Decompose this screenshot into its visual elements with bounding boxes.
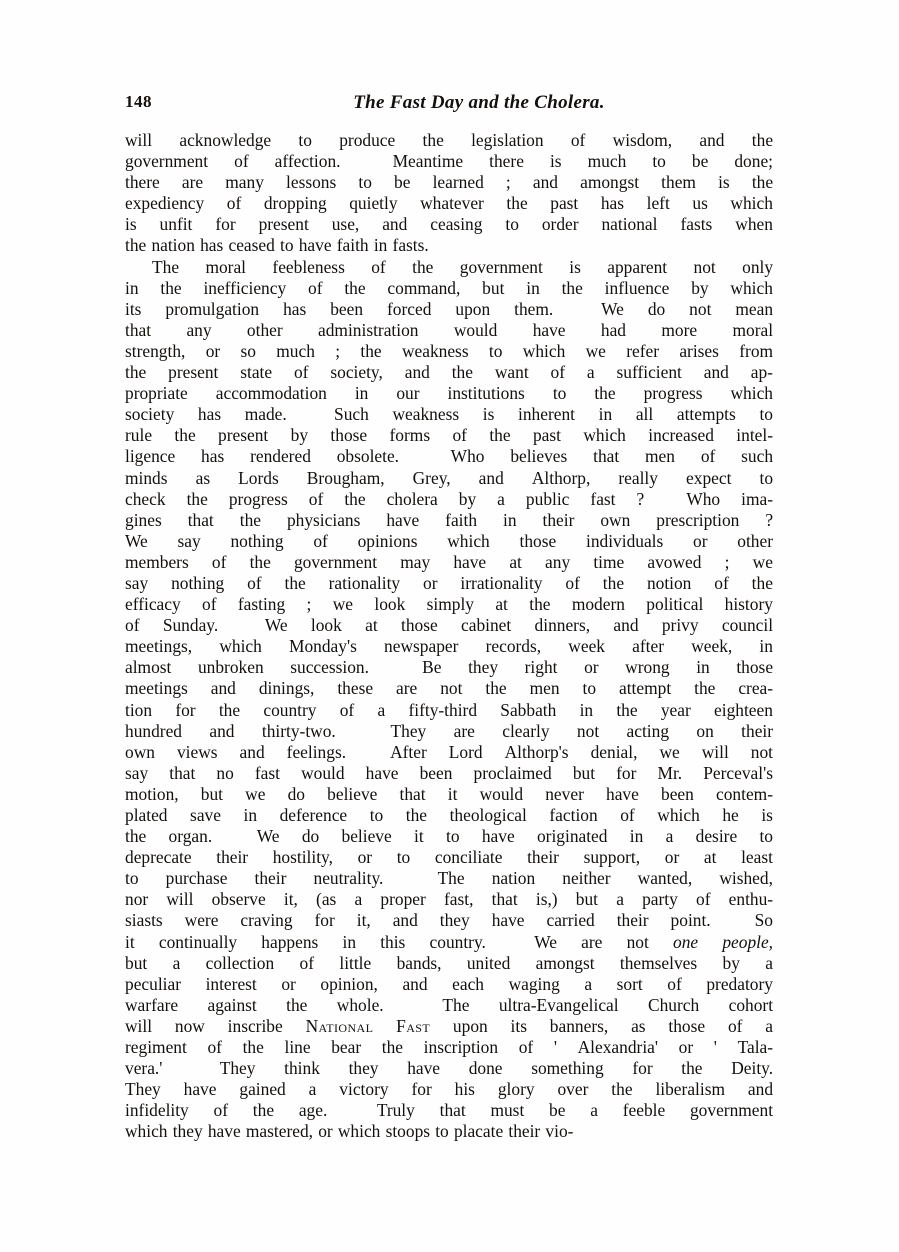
text-line: say that no fast would have been proclaimed but for Mr. Perceval's <box>125 762 773 783</box>
paragraph <box>125 130 773 257</box>
text-line: regiment of the line bear the inscription of ' Alexandria' or ' Tala- <box>125 1037 774 1058</box>
text-line: infidelity of the age. Truly that must be a feeble government <box>125 1100 774 1121</box>
text-line: warfare against the whole. The ultra-Evangelical Church cohort <box>125 994 774 1015</box>
text-line: will acknowledge to produce the legislation of wisdom, and the <box>125 130 774 150</box>
text-line: siasts were craving for it, and they have carried their point. So <box>125 910 773 931</box>
running-title: The Fast Day and the Cholera. <box>353 92 605 113</box>
text-line: but a collection of little bands, united amongst themselves by a <box>125 952 773 973</box>
text-line: almost unbroken succession. Be they right or wrong in those <box>125 657 774 678</box>
text-line: strength, or so much ; the weakness to which we refer arises from <box>125 340 774 361</box>
running-head <box>125 92 773 118</box>
text-line: own views and feelings. After Lord Althorp's denial, we will not <box>125 741 774 762</box>
text-line: members of the government may have at any time avowed ; we <box>125 551 773 572</box>
text-line: expediency of dropping quietly whatever the past has left us which <box>125 193 773 214</box>
text-line: peculiar interest or opinion, and each waging a sort of predatory <box>125 973 773 994</box>
text-line: hundred and thirty-two. They are clearly not acting on their <box>125 720 774 741</box>
text-line: check the progress of the cholera by a public fast ? Who ima- <box>125 488 774 509</box>
text-line: it continually happens in this country. We are not one people, <box>125 931 774 952</box>
paragraph <box>125 257 773 1143</box>
text-line: of Sunday. We look at those cabinet dinners, and privy council <box>125 615 774 636</box>
text-line: motion, but we do believe that it would never have been contem- <box>125 783 773 804</box>
text-line: rule the present by those forms of the past which increased intel- <box>125 425 773 446</box>
text-line: in the inefficiency of the command, but in the influence by which <box>125 277 773 298</box>
text-line: will now inscribe National Fast upon its banners, as those of a <box>125 1015 773 1036</box>
text-line: ligence has rendered obsolete. Who believes that men of such <box>125 446 774 467</box>
text-line: its promulgation has been forced upon them. We do not mean <box>125 298 774 319</box>
text-line: efficacy of fasting ; we look simply at the modern political history <box>125 594 773 615</box>
text-line: minds as Lords Brougham, Grey, and Althorp, really expect to <box>125 467 774 488</box>
text-line: meetings, which Monday's newspaper records, week after week, in <box>125 636 773 657</box>
text-line: nor will observe it, (as a proper fast, that is,) but a party of enthu- <box>125 889 774 910</box>
text-line: say nothing of the rationality or irrationality of the notion of the <box>125 572 773 593</box>
text-line: to purchase their neutrality. The nation neither wanted, wished, <box>125 868 773 889</box>
body-text <box>125 130 773 1143</box>
text-line: that any other administration would have had more moral <box>125 319 774 340</box>
page-number: 148 <box>125 92 152 111</box>
text-line: vera.' They think they have done something for the Deity. <box>125 1058 774 1079</box>
text-line: We say nothing of opinions which those individuals or other <box>125 530 774 551</box>
text-line: the nation has ceased to have faith in fasts. <box>125 235 429 256</box>
text-line: which they have mastered, or which stoops to placate their vio- <box>125 1121 574 1142</box>
text-line: plated save in deference to the theological faction of which he is <box>125 805 773 825</box>
text-line: the organ. We do believe it to have originated in a desire to <box>125 826 773 847</box>
text-line: gines that the physicians have faith in their own prescription ? <box>125 509 774 530</box>
text-line: the present state of society, and the want of a sufficient and ap- <box>125 362 773 383</box>
text-line: tion for the country of a fifty-third Sabbath in the year eighteen <box>125 699 773 720</box>
text-line: is unfit for present use, and ceasing to order national fasts when <box>125 214 773 235</box>
text-line: They have gained a victory for his glory over the liberalism and <box>125 1079 774 1100</box>
text-line: there are many lessons to be learned ; and amongst them is the <box>125 172 774 193</box>
text-line: society has made. Such weakness is inherent in all attempts to <box>125 404 773 425</box>
text-line: propriate accommodation in our institutions to the progress which <box>125 383 773 404</box>
text-line: deprecate their hostility, or to conciliate their support, or at least <box>125 847 773 868</box>
text-line: The moral feebleness of the government is apparent not only <box>152 256 774 277</box>
text-line: government of affection. Meantime there is much to be done; <box>125 151 773 172</box>
text-line: meetings and dinings, these are not the men to attempt the crea- <box>125 678 774 699</box>
